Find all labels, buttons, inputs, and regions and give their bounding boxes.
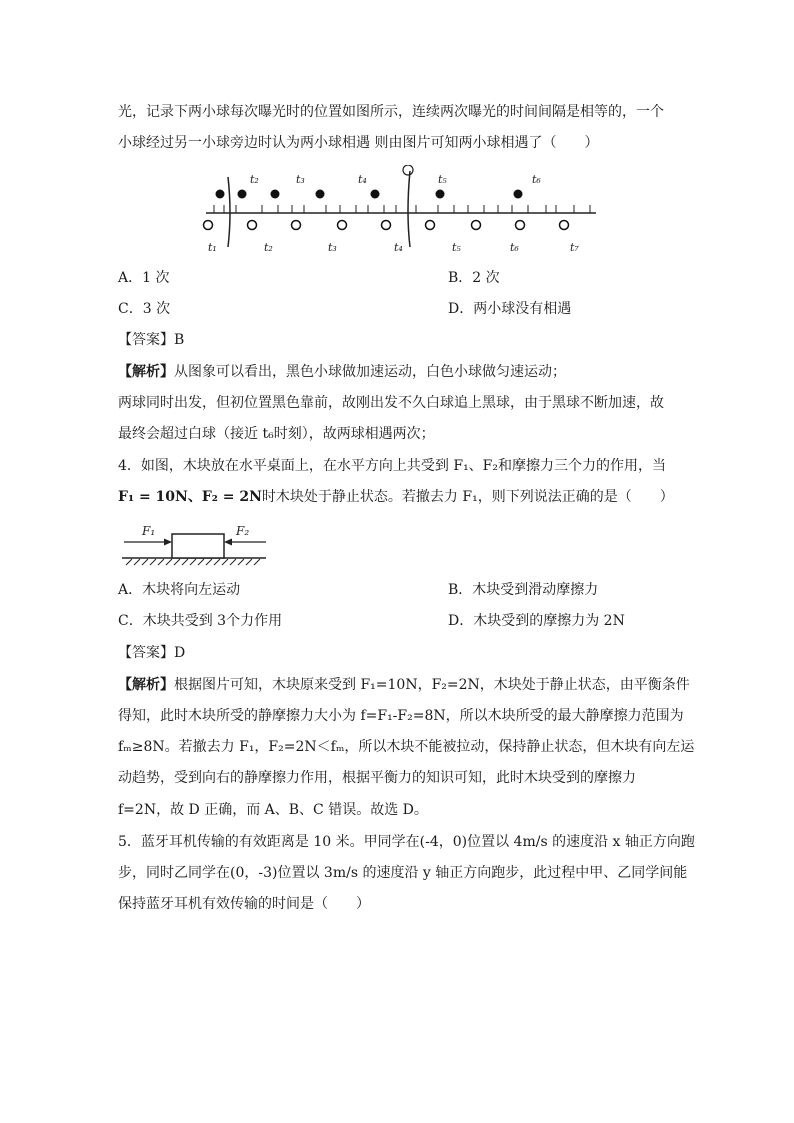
- bottom-label: t₁: [208, 241, 217, 254]
- analysis-text: 根据图片可知，木块原来受到 F₁=10N，F₂=2N，木块处于静止状态，由平衡条件: [174, 677, 690, 693]
- f1-label: F₁: [142, 524, 156, 538]
- white-ball: [248, 221, 257, 230]
- q4-analysis-line1: [118, 675, 690, 695]
- q4-analysis-line4: 动趋势，受到向右的静摩擦力作用，根据平衡力的知识可知，此时木块受到的摩擦力: [118, 770, 636, 786]
- meeting-marker-1: [228, 177, 230, 247]
- black-balls: [216, 190, 523, 199]
- q4-option-b: B．木块受到滑动摩擦力: [448, 582, 599, 598]
- q4-analysis-line5: f=2N，故 D 正确，而 A、B、C 错误。故选 D。: [118, 802, 428, 818]
- analysis-label: 【解析】: [118, 364, 174, 380]
- q4-option-d: D．木块受到的摩擦力为 2N: [448, 613, 625, 629]
- q4-line2-rest: 时木块处于静止状态。若撤去力 F₁，则下列说法正确的是（ ）: [261, 489, 674, 505]
- black-ball: [371, 190, 380, 199]
- q3-analysis-line1: [118, 362, 566, 382]
- bottom-label: t₆: [510, 241, 519, 254]
- white-ball: [292, 221, 301, 230]
- q4-option-c: C．木块共受到 3个力作用: [118, 613, 283, 629]
- q3-analysis-line2: 两球同时出发，但初位置黑色靠前，故刚出发不久白球追上黑球，由于黑球不断加速，故: [118, 395, 664, 411]
- f2-label: F₂: [236, 524, 250, 538]
- q4-line1: 4．如图，木块放在水平桌面上，在水平方向上共受到 F₁、F₂和摩擦力三个力的作用，当: [118, 458, 667, 474]
- q4-answer: 【答案】D: [118, 645, 186, 661]
- white-ball: [560, 221, 569, 230]
- q3-option-c: C．3 次: [118, 301, 171, 317]
- top-label: t₅: [438, 173, 447, 186]
- bottom-label: t₃: [328, 241, 337, 254]
- white-ball: [338, 221, 347, 230]
- white-ball: [516, 221, 525, 230]
- white-ball: [382, 221, 391, 230]
- meeting-marker-loop: [403, 165, 413, 175]
- analysis-label: 【解析】: [118, 677, 174, 693]
- table-hatching: [126, 559, 260, 565]
- top-label: t₃: [296, 173, 305, 186]
- q5-line3: 保持蓝牙耳机有效传输的时间是（ ）: [118, 896, 370, 912]
- meeting-marker-2: [408, 171, 410, 247]
- bottom-label: t₂: [264, 241, 273, 254]
- black-ball: [216, 190, 225, 199]
- white-ball: [472, 221, 481, 230]
- force-f2-arrowhead: [224, 539, 232, 546]
- q3-text-line2: 小球经过另一小球旁边时认为两小球相遇 则由图片可知两小球相遇了（ ）: [118, 135, 599, 151]
- q3-option-b: B．2 次: [448, 270, 500, 286]
- q4-force-values: F₁ = 10N、F₂ = 2N: [118, 489, 262, 505]
- q3-answer: 【答案】B: [118, 332, 185, 348]
- q5-line1: 5．蓝牙耳机传输的有效距离是 10 米。甲同学在(-4，0)位置以 4m/s 的速度沿 x 轴正方向跑: [118, 834, 695, 850]
- analysis-text: 从图象可以看出，黑色小球做加速运动，白色小球做匀速运动；: [174, 364, 566, 380]
- black-ball: [436, 190, 445, 199]
- white-ball: [426, 221, 435, 230]
- q3-option-a: A．1 次: [118, 270, 170, 286]
- q4-block-figure: [120, 518, 270, 566]
- q3-analysis-line3: 最终会超过白球（接近 t₆时刻），故两球相遇两次；: [118, 426, 435, 442]
- black-ball: [238, 190, 247, 199]
- top-label: t₆: [532, 173, 541, 186]
- q5-line2: 步，同时乙同学在(0，-3)位置以 3m/s 的速度沿 y 轴正方向跑步，此过程中甲、乙同学间能: [118, 865, 688, 881]
- q4-analysis-line2: 得知，此时木块所受的静摩擦力大小为 f=F₁-F₂=8N，所以木块所受的最大静摩擦力范围为: [118, 708, 684, 724]
- white-balls: [204, 221, 569, 230]
- wood-block: [172, 534, 224, 558]
- black-ball: [316, 190, 325, 199]
- black-ball: [271, 190, 280, 199]
- q3-option-d: D．两小球没有相遇: [448, 301, 572, 317]
- bottom-label: t₅: [452, 241, 461, 254]
- q3-strobe-figure: [200, 165, 600, 257]
- top-label: t₄: [358, 173, 367, 186]
- axis-ticks: [214, 205, 590, 213]
- q4-line2: [118, 487, 674, 507]
- white-ball: [204, 221, 213, 230]
- q3-text-line1: 光，记录下两小球每次曝光时的位置如图所示，连续两次曝光的时间间隔是相等的，一个: [118, 104, 664, 120]
- black-ball: [514, 190, 523, 199]
- force-f1-arrowhead: [164, 539, 172, 546]
- q4-option-a: A．木块将向左运动: [118, 582, 241, 598]
- bottom-label: t₇: [570, 241, 579, 254]
- top-label: t₂: [250, 173, 259, 186]
- q4-analysis-line3: fₘ≥8N。若撤去力 F₁，F₂=2N＜fₘ，所以木块不能被拉动，保持静止状态，但木块有向左运: [118, 739, 695, 755]
- bottom-label: t₄: [394, 241, 403, 254]
